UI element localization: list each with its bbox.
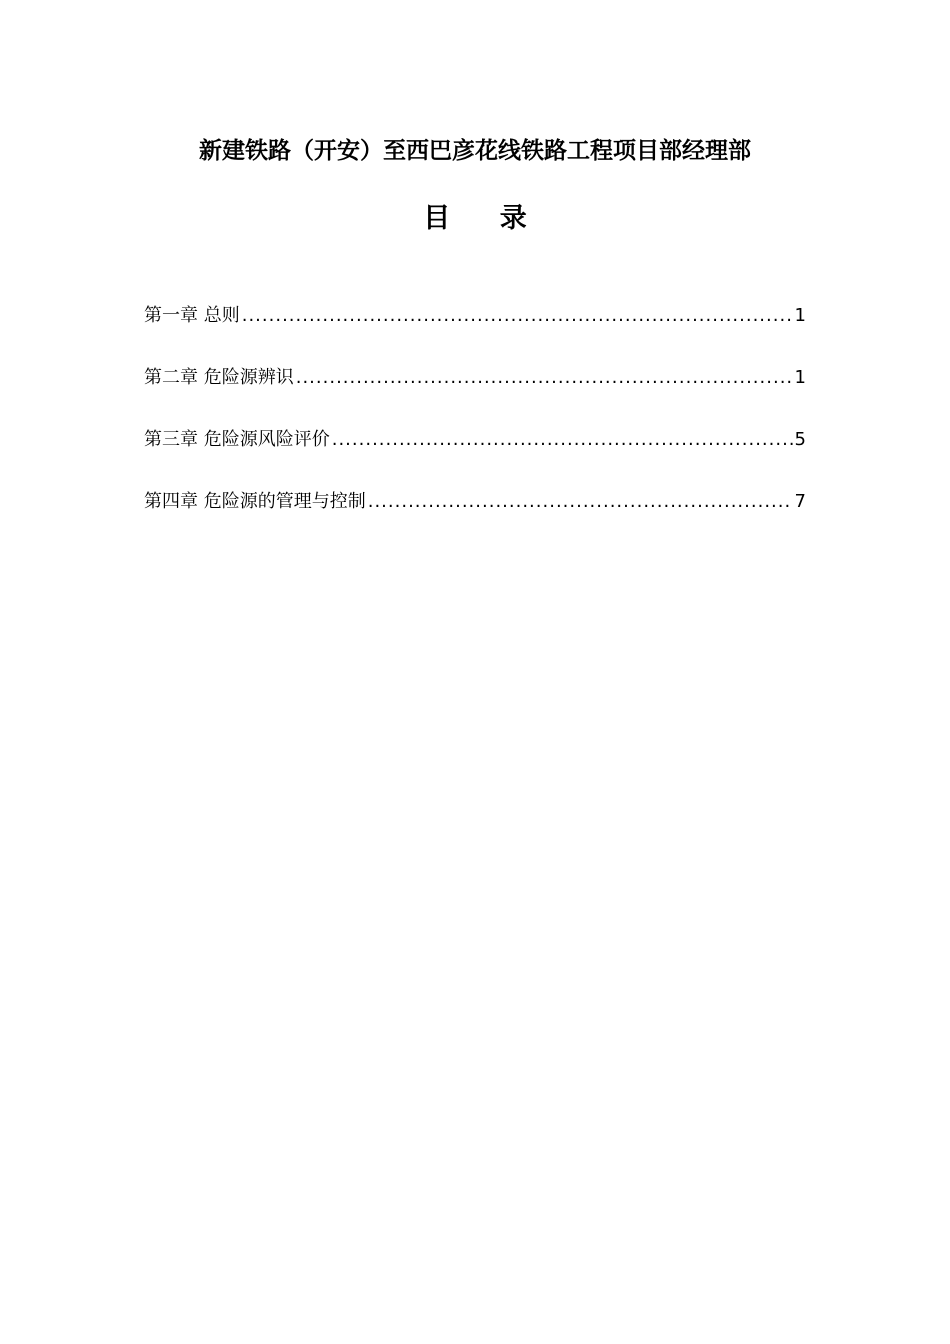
- table-of-contents: [144, 302, 806, 550]
- toc-entry-label: 第四章 危险源的管理与控制: [144, 491, 366, 512]
- toc-dot-leader: [296, 364, 793, 392]
- toc-heading: 目 录: [423, 203, 547, 234]
- toc-entry-label: 第一章 总则: [144, 305, 240, 326]
- toc-entry-label: 第三章 危险源风险评价: [144, 429, 330, 450]
- document-title: 新建铁路（开安）至西巴彦花线铁路工程项目部经理部: [199, 138, 751, 164]
- toc-page-number: 5: [794, 429, 806, 450]
- toc-entry-chapter-3[interactable]: [144, 426, 806, 488]
- toc-dot-leader: [368, 488, 793, 516]
- toc-entry-chapter-1[interactable]: [144, 302, 806, 364]
- toc-dot-leader: [242, 302, 793, 330]
- toc-page-number: 1: [794, 367, 806, 388]
- toc-page-number: 7: [794, 491, 806, 512]
- toc-entry-label: 第二章 危险源辨识: [144, 367, 294, 388]
- toc-page-number: 1: [794, 305, 806, 326]
- toc-entry-chapter-2[interactable]: [144, 364, 806, 426]
- toc-dot-leader: [332, 426, 793, 454]
- toc-entry-chapter-4[interactable]: [144, 488, 806, 550]
